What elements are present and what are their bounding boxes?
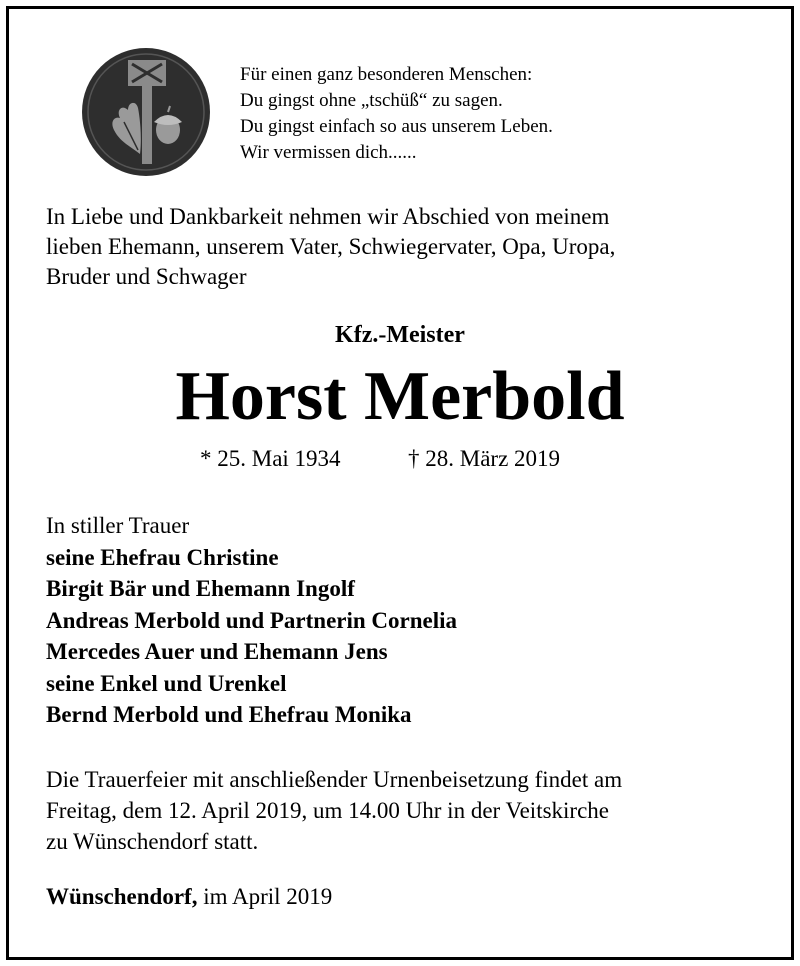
death-date: † 28. März 2019 <box>408 446 561 471</box>
poem-line: Für einen ganz besonderen Menschen: <box>240 64 533 85</box>
hammer-oak-emblem-icon <box>80 46 212 178</box>
notice-date: im April 2019 <box>203 884 333 909</box>
mourner: Birgit Bär und Ehemann Ingolf <box>46 576 355 601</box>
place-date <box>46 884 332 910</box>
mourners-intro: In stiller Trauer <box>46 513 190 538</box>
intro-line: Bruder und Schwager <box>46 264 247 289</box>
deceased-title: Kfz.-Meister <box>335 322 465 348</box>
birth-date: * 25. Mai 1934 <box>200 446 341 471</box>
mourner: Bernd Merbold und Ehefrau Monika <box>46 702 412 727</box>
intro-line: In Liebe und Dankbarkeit nehmen wir Abschied von meinem <box>46 204 610 229</box>
deceased-name: Horst Merbold <box>175 358 625 435</box>
mourner: Andreas Merbold und Partnerin Cornelia <box>46 607 458 633</box>
poem-line: Du gingst ohne „tschüß“ zu sagen. <box>240 90 503 111</box>
funeral-line: Freitag, dem 12. April 2019, um 14.00 Uhr in der Veitskirche <box>46 798 609 823</box>
funeral-notice <box>46 764 622 857</box>
poem-line: Wir vermissen dich...... <box>240 142 417 163</box>
place-name: Wünschendorf, <box>46 884 198 909</box>
mourner: seine Enkel und Urenkel <box>46 670 287 696</box>
mourners-list <box>46 510 457 731</box>
mourner: seine Ehefrau Christine <box>46 544 279 570</box>
funeral-line: zu Wünschendorf statt. <box>46 829 259 854</box>
poem <box>240 62 553 166</box>
funeral-line: Die Trauerfeier mit anschließender Urnenbeisetzung findet am <box>46 767 623 792</box>
mourner: Mercedes Auer und Ehemann Jens <box>46 639 388 664</box>
intro-line: lieben Ehemann, unserem Vater, Schwiegervater, Opa, Uropa, <box>46 234 616 259</box>
poem-line: Du gingst einfach so aus unserem Leben. <box>240 116 553 137</box>
intro-text <box>46 202 766 292</box>
